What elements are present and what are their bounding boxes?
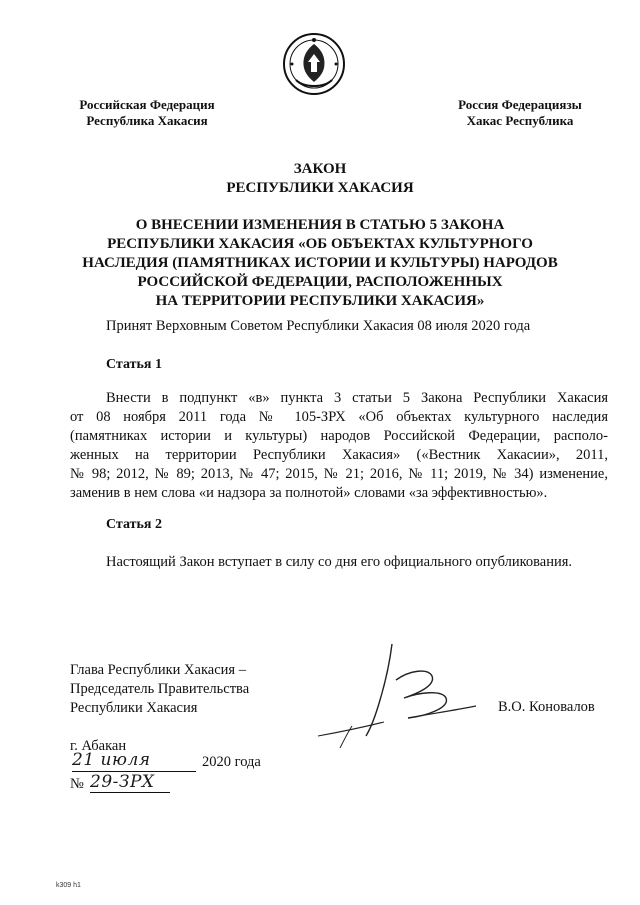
adoption-statement: Принят Верховным Советом Республики Хакасия 08 июля 2020 года bbox=[106, 318, 531, 334]
header-right-republic: Хакас Республика bbox=[466, 113, 574, 128]
number-sign: № bbox=[70, 776, 84, 792]
article-1-line: заменив в нем слова «и надзора за полнотой» словами «за эффективностью». bbox=[70, 485, 548, 501]
article-1-heading: Статья 1 bbox=[106, 357, 162, 372]
law-number bbox=[70, 774, 270, 798]
date-year: 2020 года bbox=[202, 754, 261, 770]
coat-of-arms-icon bbox=[282, 32, 346, 96]
header-left-country: Российская Федерация bbox=[79, 97, 215, 112]
header-left bbox=[62, 97, 232, 129]
handwritten-date: 21 июля bbox=[72, 750, 196, 772]
law-subject-line5: НА ТЕРРИТОРИИ РЕСПУБЛИКИ ХАКАСИЯ» bbox=[155, 293, 485, 309]
law-subject-line2: РЕСПУБЛИКИ ХАКАСИЯ «ОБ ОБЪЕКТАХ КУЛЬТУРНОГО bbox=[107, 236, 533, 252]
header-right-country: Россия Федерациязы bbox=[458, 97, 582, 112]
article-1-line: Внести в подпункт «в» пункта 3 статьи 5 Закона Республики Хакасия bbox=[106, 390, 608, 406]
handwritten-signature bbox=[300, 640, 500, 760]
law-subject-line4: РОССИЙСКОЙ ФЕДЕРАЦИИ, РАСПОЛОЖЕННЫХ bbox=[137, 274, 503, 290]
article-1-line: женных на территории Республики Хакасия» («Вестник Хакасии», 2011, bbox=[70, 447, 608, 463]
article-2-text: Настоящий Закон вступает в силу со дня его официального опубликования. bbox=[106, 554, 573, 570]
article-1-line: № 98; 2012, № 89; 2013, № 47; 2015, № 21; 2016, № 11; 2019, № 34) изменение, bbox=[70, 466, 608, 482]
article-1-text bbox=[70, 389, 608, 503]
header-right bbox=[436, 97, 604, 129]
law-title bbox=[60, 160, 580, 198]
place-of-signing: г. Абакан bbox=[70, 738, 127, 754]
signatory-position-line2: Председатель Правительства bbox=[70, 681, 250, 697]
header-left-republic: Республика Хакасия bbox=[86, 113, 208, 128]
law-subject-line1: О ВНЕСЕНИИ ИЗМЕНЕНИЯ В СТАТЬЮ 5 ЗАКОНА bbox=[135, 217, 505, 233]
law-subject bbox=[60, 216, 580, 311]
article-1-line: (памятниках истории и культуры) народов Российской Федерации, располо- bbox=[70, 428, 608, 444]
article-2-heading: Статья 2 bbox=[106, 517, 162, 532]
law-subject-line3: НАСЛЕДИЯ (ПАМЯТНИКАХ ИСТОРИИ И КУЛЬТУРЫ) НАРОДОВ bbox=[82, 255, 558, 271]
signatory-position-line3: Республики Хакасия bbox=[70, 700, 198, 716]
signatory-name: В.О. Коновалов bbox=[498, 699, 595, 715]
signatory-position-line1: Глава Республики Хакасия – bbox=[70, 662, 246, 678]
signatory-position bbox=[70, 661, 249, 718]
handwritten-number: 29-ЗРХ bbox=[90, 772, 170, 793]
law-title-line1: ЗАКОН bbox=[293, 161, 347, 177]
law-title-line2: РЕСПУБЛИКИ ХАКАСИЯ bbox=[226, 180, 414, 196]
article-1-line: от 08 ноября 2011 года № 105-ЗРХ «Об объектах культурного наследия bbox=[70, 409, 608, 425]
footer-code: k309 h1 bbox=[56, 882, 81, 889]
